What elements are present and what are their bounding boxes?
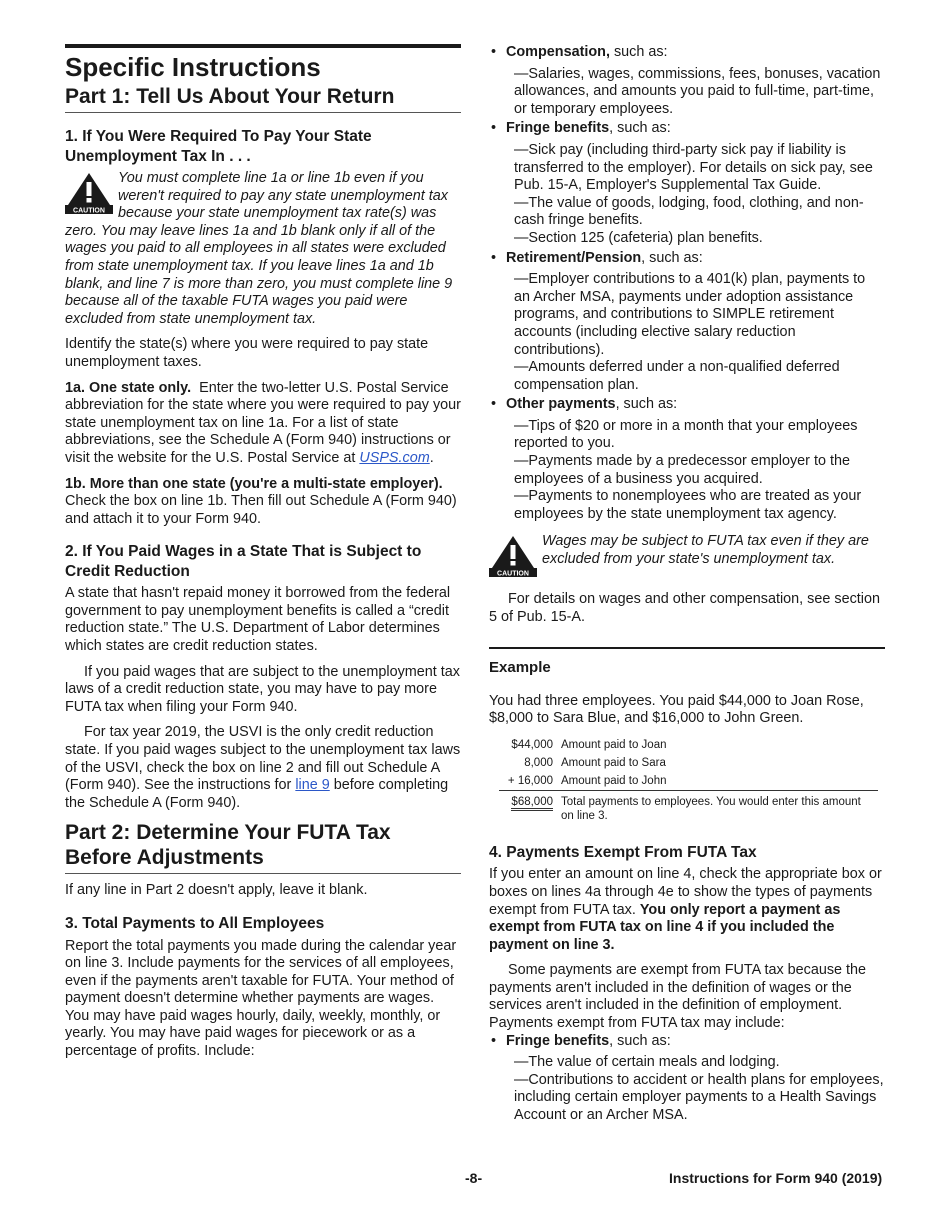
example-amount: $68,000 (499, 790, 557, 825)
usps-link[interactable]: USPS.com (359, 449, 430, 466)
example-amount: + 16,000 (499, 772, 557, 791)
bullet-heading: • Retirement/Pension, such as: (491, 249, 703, 266)
payment-type-item (489, 120, 885, 247)
exempt-fringe-bullet: • Fringe benefits, such as: (491, 1032, 671, 1049)
example-divider (489, 647, 885, 649)
payment-type-item (489, 250, 885, 395)
line-1a-paragraph: 1a. One state only. Enter the two-letter U.S. Postal Service abbreviation for the state where you were required to pay your state unemployment tax on line 1a. For a list of state abbreviations, see the Schedule A (Form 940) instructions or visit the website for the U.S. Postal Service at USPS.com. (65, 379, 461, 466)
identify-paragraph: Identify the state(s) where you were required to pay state unemployment taxes. (65, 336, 429, 370)
details-paragraph: For details on wages and other compensation, see section 5 of Pub. 15-A. (489, 591, 880, 626)
bullet-subitem: —Sick pay (including third-party sick pay if liability is transferred to the employer). For details on sick pay, see Pub. 15-A, Employer's Supplemental Tax Guide. (514, 141, 873, 194)
bullet-dot: • (491, 1032, 497, 1049)
part2-heading: Part 2: Determine Your FUTA Tax Before Adjustments (65, 820, 461, 874)
section2-heading: 2. If You Paid Wages in a State That is Subject to Credit Reduction (65, 543, 422, 580)
example-description: Amount paid to John (557, 772, 878, 791)
bullet-heading: • Other payments, such as: (491, 396, 678, 413)
bullet-subitem: —Employer contributions to a 401(k) plan, payments to an Archer MSA, payments under adoption assistance programs, and contributions to SIMPLE retirement accounts (including elective salary reduction contributions). (514, 271, 866, 358)
line-1b-lead: 1b. More than one state (you're a multi-state employer). (65, 475, 443, 492)
bullet-subitem: —Payments to nonemployees who are treated as your employees by the state unemployment tax agency. (514, 488, 862, 522)
bullet-subitem: —Tips of $20 or more in a month that your employees reported to you. (514, 417, 858, 452)
example-row (499, 772, 878, 791)
example-description: Total payments to employees. You would enter this amount on line 3. (561, 795, 861, 822)
caution-note-2 (489, 533, 885, 577)
footer-title: Instructions for Form 940 (2019) (669, 1170, 883, 1186)
bullet-heading: • Compensation, such as: (491, 44, 668, 60)
top-rule (65, 44, 461, 48)
exempt-fringe-subitems (489, 1054, 885, 1124)
section2-para1: A state that hasn't repaid money it borrowed from the federal government to pay unemployment benefits is called a “credit reduction state.” The U.S. Department of Labor determines which states are credit reduction states. (65, 585, 451, 655)
caution-note-1 (65, 170, 461, 328)
caution-text-1: You must complete line 1a or line 1b even if you weren't required to pay any state unemployment tax because your state unemployment tax rate(s) was zero. You may leave lines 1a and 1b blank only if all of the wages you paid to all employees in all states were excluded from state unemployment tax. If you leave lines 1a and 1b blank, and line 7 is more than zero, you must complete line 9 because all of the taxable FUTA wages you paid were excluded from state unemployment tax. (65, 170, 453, 327)
page-number: -8- (465, 1170, 483, 1186)
section4-heading: 4. Payments Exempt From FUTA Tax (489, 843, 757, 861)
caution-text-2: Wages may be subject to FUTA tax even if they are excluded from your state's unemployment tax. (542, 533, 869, 568)
section2-para3: For tax year 2019, the USVI is the only credit reduction state. If you paid wages subject to the unemployment tax laws of the USVI, check the box on line 2 and fill out Schedule A (Form 940). See the instructions for line 9 before completing the Schedule A (Form 940). (65, 724, 461, 811)
line-1a-lead: 1a. One state only. (65, 379, 192, 396)
bullet-subitem: —Section 125 (cafeteria) plan benefits. (514, 229, 763, 246)
payment-type-item (489, 44, 885, 118)
example-paragraph: You had three employees. You paid $44,000 to Joan Rose, $8,000 to Sara Blue, and $16,000 to John Green. (489, 692, 864, 727)
payment-type-item (489, 396, 885, 523)
bullet-subitem: —The value of goods, lodging, food, clothing, and non-cash fringe benefits. (514, 194, 864, 229)
part2-paragraph: If any line in Part 2 doesn't apply, leave it blank. (65, 882, 368, 899)
caution-triangle-icon (65, 172, 113, 214)
example-row (499, 790, 878, 825)
section4-para2: Some payments are exempt from FUTA tax because the payments aren't included in the definition of wages or the services aren't included in the definition of employment. Payments exempt from FUTA tax may include: (489, 962, 867, 1032)
bullet-subitem: —Salaries, wages, commissions, fees, bonuses, vacation allowances, and amounts you paid to full-time, part-time, or temporary employees. (514, 65, 881, 117)
line-1b-paragraph: 1b. More than one state (you're a multi-state employer). Check the box on line 1b. Then fill out Schedule A (Form 940) and attach it to your Form 940. (65, 475, 457, 527)
bullet-heading: • Fringe benefits, such as: (491, 120, 671, 137)
bullet-dot: • (491, 120, 497, 137)
section3-paragraph: Report the total payments you made during the calendar year on line 3. Include payments for the services of all employees, even if the payments aren't taxable for FUTA. Your method of payment doesn't determine whether payments are wages. You may have paid wages hourly, daily, weekly, monthly, or yearly. You may have paid wages for piecework or as a percentage of profits. Include: (65, 937, 457, 1060)
section1-heading: 1. If You Were Required To Pay Your State Unemployment Tax In . . . (65, 128, 372, 165)
bullet-subitem: —Amounts deferred under a non-qualified deferred compensation plan. (514, 359, 840, 393)
bullet-subitem: —Payments made by a predecessor employer to the employees of a business you acquired. (514, 453, 850, 487)
example-table (499, 736, 878, 825)
example-description: Amount paid to Joan (561, 738, 667, 751)
exempt-subitem: —The value of certain meals and lodging. (514, 1054, 780, 1071)
right-column (489, 44, 885, 1125)
page-title: Specific Instructions (65, 52, 321, 82)
bullet-dot: • (491, 249, 497, 266)
payment-types-list (489, 44, 885, 523)
bullet-dot: • (491, 396, 497, 413)
line-9-link[interactable]: line 9 (295, 777, 330, 794)
example-row (499, 736, 878, 754)
caution-label: CAUTION (497, 570, 529, 578)
left-column (65, 44, 461, 1061)
section4-para1: If you enter an amount on line 4, check the appropriate box or boxes on lines 4a through 4e to show the types of payments exempt from FUTA tax. You only report a payment as exempt from FUTA tax on line 4 if you included the payment on line 3. (489, 866, 882, 953)
example-amount: $44,000 (511, 738, 553, 751)
section3-heading: 3. Total Payments to All Employees (65, 915, 325, 932)
example-amount: 8,000 (524, 756, 553, 769)
section2-para2: If you paid wages that are subject to the unemployment tax laws of a credit reduction state, you may have to pay more FUTA tax when filing your Form 940. (65, 663, 460, 715)
exempt-subitem: —Contributions to accident or health plans for employees, including certain employer payments to a Health Savings Account or an Archer MSA. (514, 1071, 884, 1124)
caution-triangle-icon (489, 535, 537, 577)
part1-heading: Part 1: Tell Us About Your Return (65, 84, 461, 113)
example-heading: Example (489, 658, 551, 676)
caution-label: CAUTION (73, 207, 105, 214)
example-row (499, 754, 878, 772)
example-description: Amount paid to Sara (561, 756, 666, 769)
bullet-dot: • (491, 44, 497, 60)
